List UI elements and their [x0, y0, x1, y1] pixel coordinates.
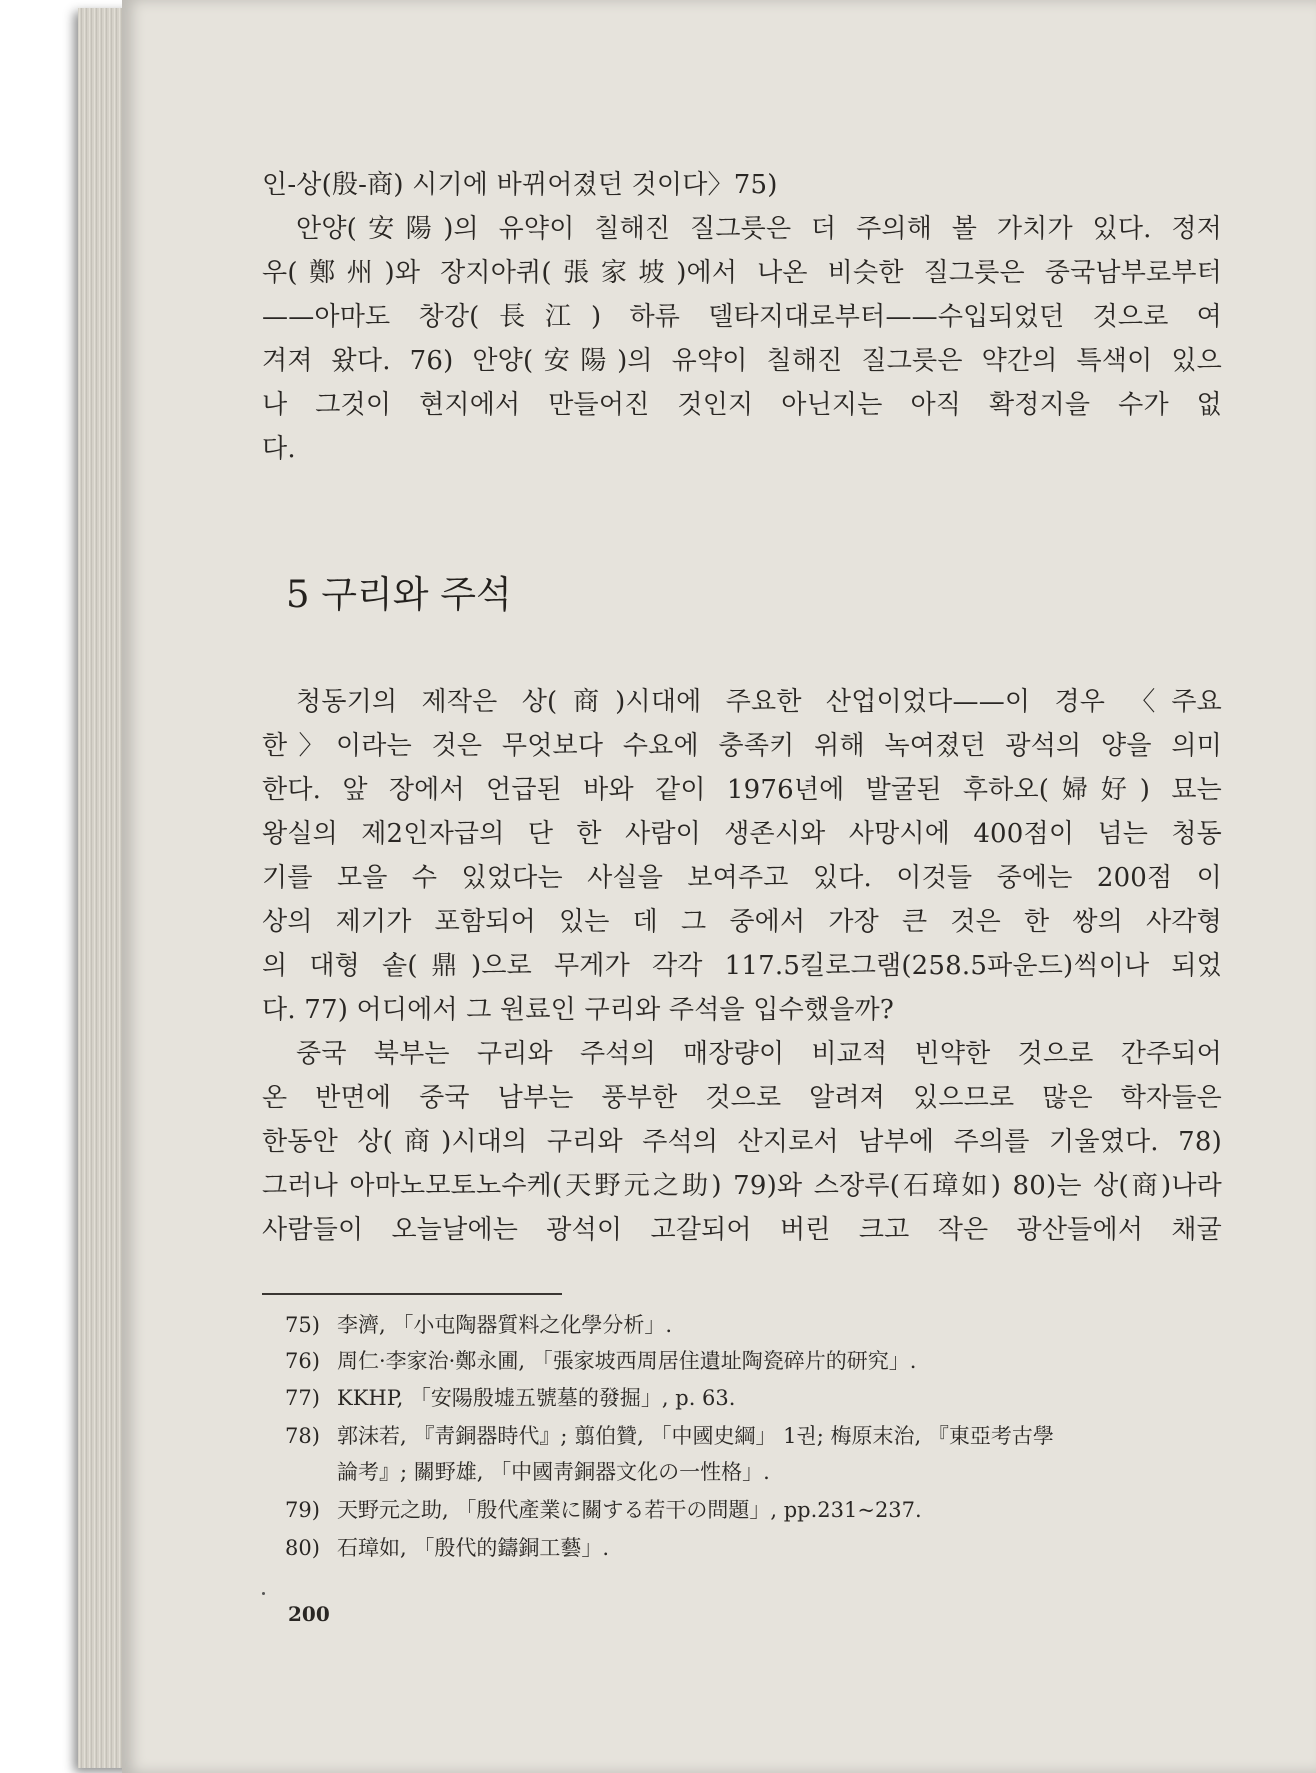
- footnote-text: 石璋如, 「殷代的鑄銅工藝」.: [337, 1536, 610, 1560]
- footnote-text: 李濟, 「小屯陶器質料之化學分析」.: [337, 1313, 673, 1337]
- body-line: 한동안 상(商)시대의 구리와 주석의 산지로서 남부에 주의를 기울였다. 78): [262, 1127, 1222, 1157]
- ink-speck: [262, 1592, 265, 1595]
- footnote-text: 論考』; 關野雄, 「中國靑銅器文化の一性格」.: [337, 1460, 770, 1484]
- body-line: 안양(安陽)의 유약이 칠해진 질그릇은 더 주의해 볼 가치가 있다. 정저: [296, 214, 1222, 244]
- footnote-text: 周仁·李家治·鄭永圃, 「張家坡西周居住遺址陶瓷碎片的研究」.: [337, 1349, 917, 1373]
- footnote-number: 76): [285, 1349, 320, 1373]
- footnote-text: KKHP, 「安陽殷墟五號墓的發掘」, p. 63.: [337, 1386, 736, 1410]
- footnote-77: [285, 1380, 735, 1416]
- footnote-number: 78): [285, 1424, 320, 1448]
- body-line: 우(鄭州)와 장지아퀴(張家坡)에서 나온 비슷한 질그릇은 중국남부로부터: [262, 258, 1222, 288]
- footnote-79: [285, 1492, 922, 1528]
- body-line: 한〉이라는 것은 무엇보다 수요에 충족키 위해 녹여졌던 광석의 양을 의미: [262, 731, 1222, 761]
- body-line: 그러나 아마노모토노수케(天野元之助) 79)와 스장루(石璋如) 80)는 상(商)나라: [262, 1171, 1222, 1201]
- footnote-78-continued: [337, 1454, 770, 1490]
- footnote-text: 郭沫若, 『靑銅器時代』; 翦伯贊, 「中國史綱」 1권; 梅原末治, 『東亞考古學: [337, 1424, 1054, 1448]
- body-line: 의 대형 솥(鼎)으로 무게가 각각 117.5킬로그램(258.5파운드)씩이나 되었: [262, 951, 1222, 981]
- body-line: 나 그것이 현지에서 만들어진 것인지 아닌지는 아직 확정지을 수가 없: [262, 390, 1222, 420]
- footnote-number: 80): [285, 1536, 320, 1560]
- body-line: 겨져 왔다. 76) 안양(安陽)의 유약이 칠해진 질그릇은 약간의 특색이 있으: [262, 346, 1222, 376]
- footnote-76: [285, 1343, 916, 1379]
- body-line: 온 반면에 중국 남부는 풍부한 것으로 알려져 있으므로 많은 학자들은: [262, 1083, 1222, 1113]
- footnote-78: [285, 1418, 1054, 1454]
- footnote-number: 77): [285, 1386, 320, 1410]
- body-line: 인-상(殷-商) 시기에 바뀌어졌던 것이다〉75): [262, 170, 778, 200]
- body-line: 상의 제기가 포함되어 있는 데 그 중에서 가장 큰 것은 한 쌍의 사각형: [262, 907, 1222, 937]
- body-line: 다.: [262, 434, 296, 464]
- footnote-text: 天野元之助, 「殷代產業に關する若干の問題」, pp.231~237.: [337, 1498, 922, 1522]
- body-line: ——아마도 창강(長江) 하류 델타지대로부터——수입되었던 것으로 여: [262, 302, 1222, 332]
- body-line: 사람들이 오늘날에는 광석이 고갈되어 버린 크고 작은 광산들에서 채굴: [262, 1215, 1222, 1245]
- body-line: 한다. 앞 장에서 언급된 바와 같이 1976년에 발굴된 후하오(婦好) 묘는: [262, 775, 1222, 805]
- footnote-divider: [262, 1293, 562, 1295]
- section-heading: 5 구리와 주석: [286, 573, 512, 616]
- footnote-number: 79): [285, 1498, 320, 1522]
- body-line: 청동기의 제작은 상(商)시대에 주요한 산업이었다——이 경우 〈주요: [296, 687, 1222, 717]
- footnote-75: [285, 1307, 672, 1343]
- footnote-80: [285, 1530, 609, 1566]
- body-line: 왕실의 제2인자급의 단 한 사람이 생존시와 사망시에 400점이 넘는 청동: [262, 819, 1222, 849]
- body-line: 기를 모을 수 있었다는 사실을 보여주고 있다. 이것들 중에는 200점 이: [262, 863, 1222, 893]
- footnote-number: 75): [285, 1313, 320, 1337]
- body-line: 다. 77) 어디에서 그 원료인 구리와 주석을 입수했을까?: [262, 995, 895, 1025]
- page-number: 200: [288, 1602, 330, 1626]
- body-line: 중국 북부는 구리와 주석의 매장량이 비교적 빈약한 것으로 간주되어: [296, 1039, 1222, 1069]
